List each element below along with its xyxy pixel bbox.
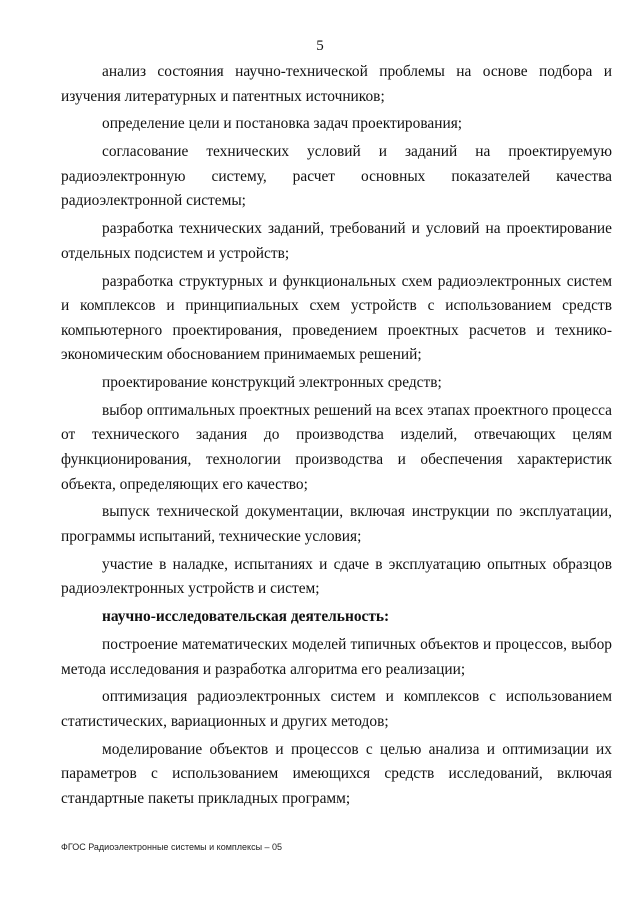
paragraph: разработка структурных и функциональных схем радиоэлектронных систем и комплексов и принципиальных схем устройств с использованием средств компьютерного проектирования, проведением проектных расчетов и технико-экономическим обоснованием принимаемых решений; [61, 272, 612, 364]
paragraph: определение цели и постановка задач проектирования; [102, 115, 463, 133]
page-footer: ФГОС Радиоэлектронные системы и комплексы – 05 [61, 842, 283, 852]
paragraph: построение математических моделей типичных объектов и процессов, выбор метода исследования и разработка алгоритма его реализации; [61, 635, 612, 678]
paragraph: моделирование объектов и процессов с целью анализа и оптимизации их параметров с использованием имеющихся средств исследований, включая стандартные пакеты прикладных программ; [61, 740, 612, 807]
paragraph: выпуск технической документации, включая инструкции по эксплуатации, программы испытаний, технические условия; [61, 503, 612, 545]
paragraph: анализ состояния научно-технической проблемы на основе подбора и изучения литературных и патентных источников; [61, 63, 612, 105]
paragraph: согласование технических условий и заданий на проектируемую радиоэлектронную систему, расчет основных показателей качества радиоэлектронной системы; [61, 143, 612, 210]
paragraph: разработка технических заданий, требований и условий на проектирование отдельных подсистем и устройств; [61, 220, 612, 262]
page-number: 5 [316, 38, 324, 54]
paragraph: участие в наладке, испытаниях и сдаче в эксплуатацию опытных образцов радиоэлектронных устройств и систем; [61, 555, 612, 598]
paragraph: оптимизация радиоэлектронных систем и комплексов с использованием статистических, вариационных и других методов; [61, 688, 612, 730]
paragraph: выбор оптимальных проектных решений на всех этапах проектного процесса от технического задания до производства изделий, отвечающих целям функционирования, технологии производства и обеспечения характеристик объекта, определяющих его качество; [61, 401, 612, 493]
paragraph: проектирование конструкций электронных средств; [102, 374, 442, 392]
section-heading: научно-исследовательская деятельность: [102, 608, 390, 626]
document-body [61, 60, 612, 815]
